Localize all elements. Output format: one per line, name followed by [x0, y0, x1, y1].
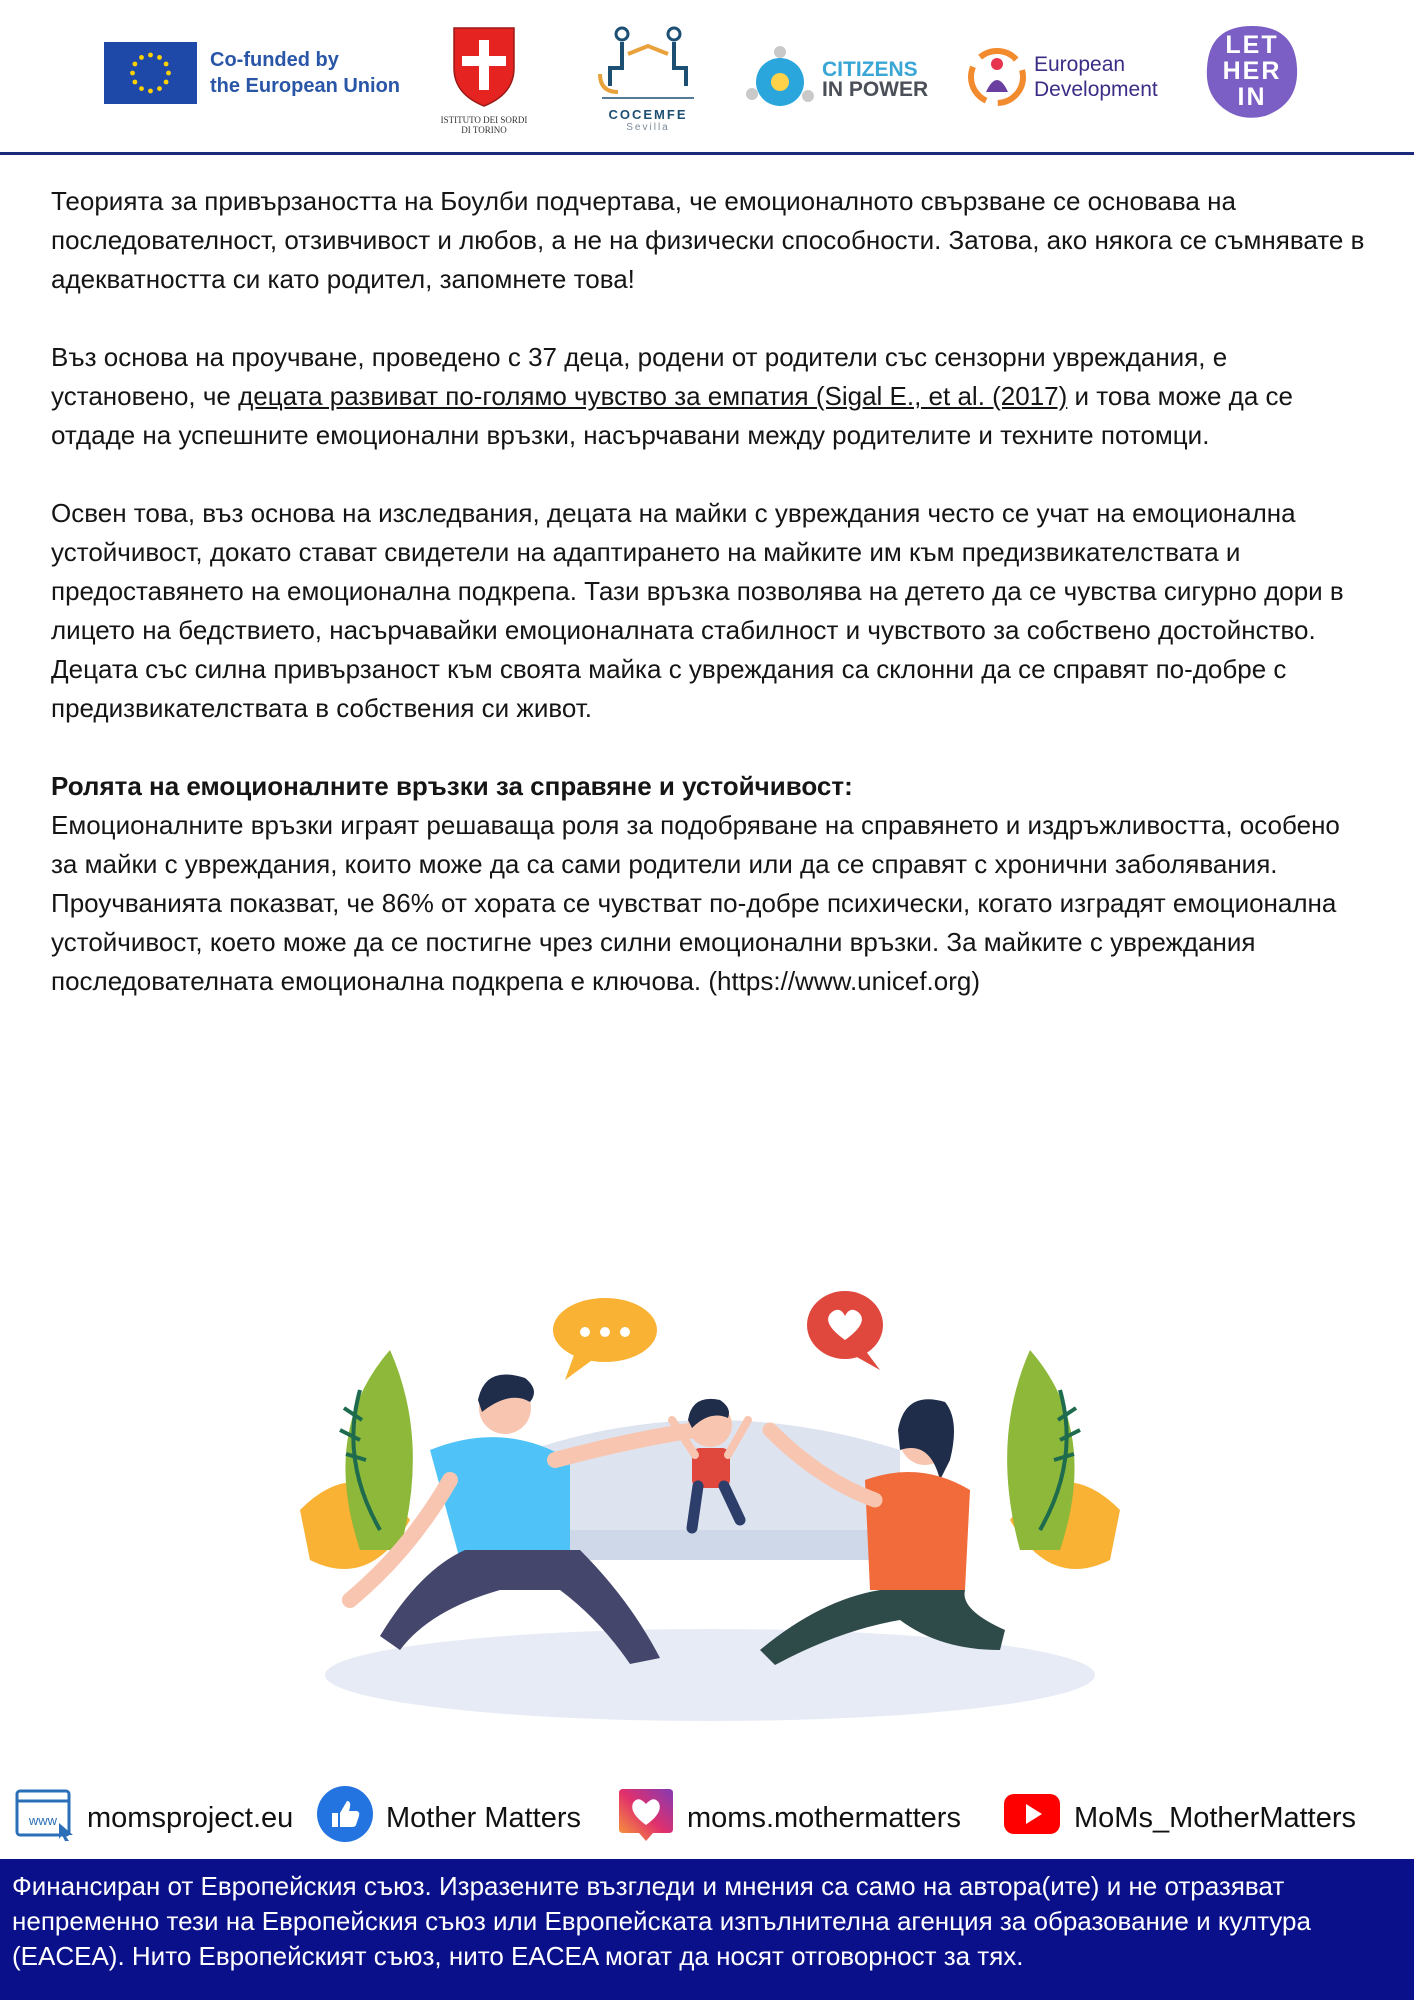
european-development-logo: [964, 46, 1158, 108]
website-link[interactable]: [15, 1788, 293, 1848]
instagram-heart-icon: [617, 1785, 675, 1851]
header-divider: [0, 152, 1414, 155]
citizens-in-power-logo: [744, 46, 928, 114]
instagram-label: moms.mothermatters: [687, 1801, 961, 1834]
lether-line3: IN: [1237, 83, 1267, 111]
funding-footer: [0, 1859, 1414, 2000]
globe-people-icon: [744, 46, 818, 114]
social-links: [0, 1788, 1414, 1848]
lether-line2: HER: [1222, 57, 1282, 85]
citizens-line2: IN POWER: [822, 78, 929, 101]
website-label: momsproject.eu: [87, 1801, 294, 1834]
lether-line1: LET: [1225, 31, 1279, 59]
eu-cofunded-logo: [104, 42, 400, 104]
heart-bubble-icon: [807, 1291, 883, 1370]
shield-icon: [436, 22, 532, 110]
eudev-line2: Development: [1034, 78, 1158, 101]
funding-disclaimer: Финансиран от Европейския съюз. Изразените възгледи и мнения са само на автора(ите) и не отразяват непременно тези на Европейския съюз или Европейската изпълнителна агенция за образование и култура (EACEA). Нито Европейският съюз, нито EACEA могат да носят отговорност за тях.: [12, 1871, 1311, 1971]
citizens-line1: CITIZENS: [822, 58, 918, 81]
let-her-in-logo: [1203, 24, 1301, 122]
paragraph-resilience: Освен това, въз основа на изследвания, децата на майки с увреждания често се учат на емоционална устойчивост, докато стават свидетели на адаптирането на майките им към предизвикателствата и предоставянето на емоционална подкрепа. Тази връзка позволява на детето да се чувства сигурно дори в лицето на бедствието, насърчавайки емоционалната стабилност и чувството за собствено достойнство. Децата със силна привързаност към своята майка с увреждания са склонни да се справят по-добре с предизвикателствата в собствения си живот.: [51, 498, 1344, 723]
paragraph-study-end: и това може да се отдаде на успешните емоционални връзки, насърчавани между родителите и техните потомци.: [51, 381, 1293, 450]
istituto-sordi-logo: [436, 22, 532, 135]
youtube-icon: [1002, 1792, 1062, 1844]
instagram-link[interactable]: [617, 1788, 961, 1848]
svg-text:www: www: [28, 1813, 58, 1828]
facebook-like-icon: [316, 1785, 374, 1851]
facebook-label: Mother Matters: [386, 1801, 581, 1834]
paragraph-bowlby: Теорията за привързаността на Боулби подчертава, че емоционалното свързване се основава на последователност, отзивчивост и любов, а не на физически способности. Затова, ако някога се съмнявате в адекватността си като родител, запомнете това!: [51, 186, 1365, 294]
empathy-study-link[interactable]: децата развиват по-голямо чувство за емпатия (Sigal E., et al. (2017): [238, 381, 1068, 411]
facebook-link[interactable]: [316, 1788, 581, 1848]
eu-logo-line2: the European Union: [210, 75, 400, 97]
istituto-caption-2: DI TORINO: [461, 125, 507, 135]
youtube-label: MoMs_MotherMatters: [1074, 1801, 1357, 1834]
paragraph-study-start: Въз основа на проучване, проведено с 37 деца, родени от родители със сензорни увреждания, е установено, че: [51, 342, 1228, 411]
speech-bubble-icon: [553, 1298, 657, 1380]
eu-logo-line1: Co-funded by: [210, 49, 339, 71]
section-heading: Ролята на емоционалните връзки за справяне и устойчивост:: [51, 771, 853, 801]
cocemfe-caption: COCEMFE: [608, 107, 688, 122]
paragraph-emotional-bonds: Емоционалните връзки играят решаваща роля за подобряване на справянето и издръжливостта, особено за майки с увреждания, които може да са сами родители или да се справят с хронични заболявания. Проучванията показват, че 86% от хората се чувстват по-добре психически, когато изградят емоционална устойчивост, което може да се постигне чрез силни емоционални връзки. За майките с увреждания последователната емоционална подкрепа е ключова. (https://www.unicef.org): [51, 810, 1340, 996]
cocemfe-sub: Sevilla: [626, 122, 670, 133]
header-logos: [0, 0, 1414, 154]
people-at-table-icon: [592, 24, 704, 102]
family-illustration: [300, 1290, 1120, 1740]
paragraph-study: [51, 338, 1371, 455]
youtube-link[interactable]: [1002, 1788, 1356, 1848]
people-circle-icon: [964, 46, 1030, 108]
main-content: [51, 182, 1371, 1001]
eu-flag-icon: [104, 42, 197, 104]
cocemfe-logo: [592, 24, 704, 133]
website-icon: [15, 1787, 75, 1849]
istituto-caption-1: ISTITUTO DEI SORDI: [440, 115, 528, 125]
eudev-line1: European: [1034, 53, 1126, 76]
